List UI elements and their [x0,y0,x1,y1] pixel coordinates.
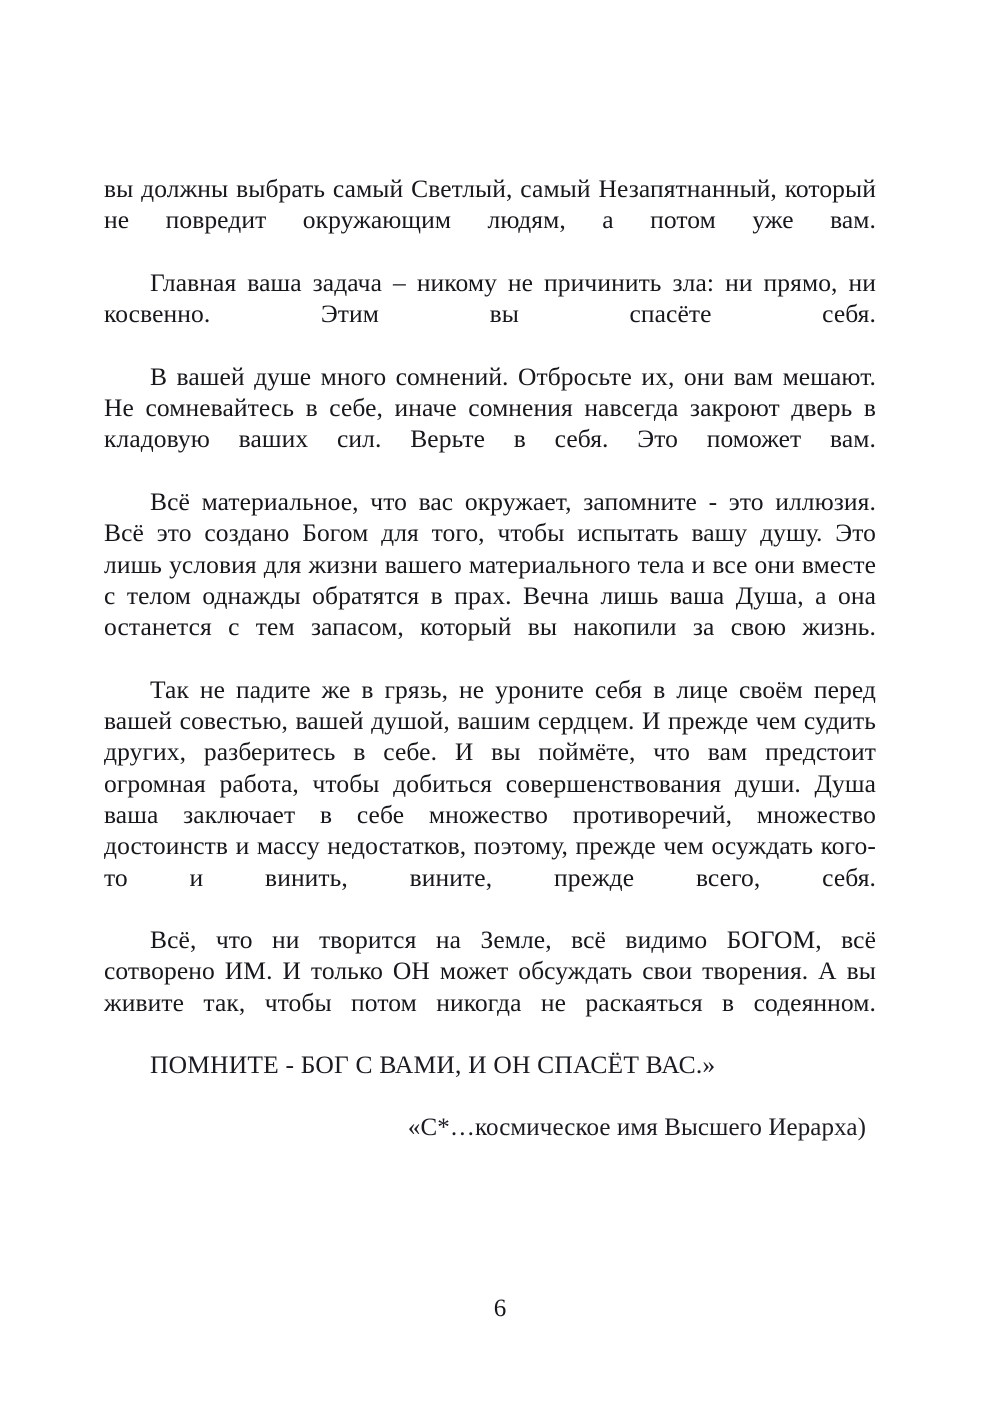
emphasis-line-pomnite: ПОМНИТЕ - БОГ С ВАМИ, И ОН СПАСЁТ ВАС.» [150,1050,716,1080]
paragraph-ne-padite: Так не падите же в грязь, не уроните себя в лице своём перед вашей совестью, вашей душой, вашим сердцем. И прежде чем судить других, разберитесь в себе. И вы поймёте, что вам предстоит огромная работа, чтобы добиться совершенствования души. Душа ваша заключает в себе множество противоречий, множество достоинств и массу недостатков, поэтому, прежде чем осуждать кого-то и винить, вините, прежде всего, себя. [104,674,876,892]
paragraph-illyuziya: Всё материальное, что вас окружает, запомните - это иллюзия. Всё это создано Богом для того, чтобы испытать вашу душу. Это лишь условия для жизни вашего материального тела и все они вместе с телом однажды обратятся в прах. Вечна лишь ваша Душа, а она останется с тем запасом, который вы накопили за свою жизнь. [104,486,876,642]
page-number: 6 [493,1295,507,1322]
paragraph-vsyo-chto-tvoritsya: Всё, что ни творится на Земле, всё видимо БОГОМ, всё сотворено ИМ. И только ОН может обсуждать свои творения. А вы живите так, чтобы потом никогда не раскаяться в содеянном. [104,925,876,1017]
paragraph-continued-svetlyi: вы должны выбрать самый Светлый, самый Незапятнанный, который не повредит окружающим людям, а потом уже вам. [104,174,876,235]
body-text-column [104,173,876,1143]
attribution-line: «С*…космическое имя Высшего Иерарха) [407,1113,866,1141]
paragraph-glavnaya-zadacha: Главная ваша задача – никому не причинить зла: ни прямо, ни косвенно. Этим вы спасёте себя. [104,267,876,329]
paragraph-somneniya: В вашей душе много сомнений. Отбросьте их, они вам мешают. Не сомневайтесь в себе, иначе сомнения навсегда закроют дверь в кладовую ваших сил. Верьте в себя. Это поможет вам. [104,361,876,454]
